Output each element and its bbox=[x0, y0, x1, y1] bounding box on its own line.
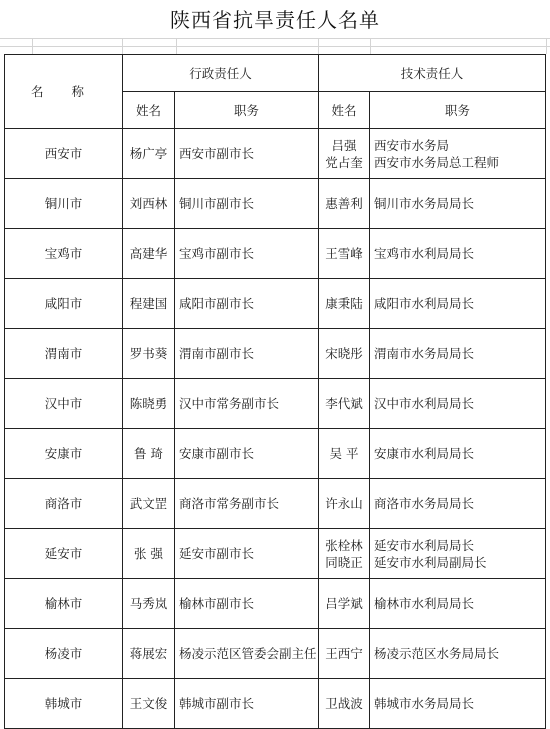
tech-name-cell-line: 李代斌 bbox=[325, 396, 363, 411]
tech-name-cell bbox=[319, 179, 370, 229]
admin-position-cell: 咸阳市副市长 bbox=[175, 279, 319, 329]
tech-position-cell-line: 宝鸡市水利局局长 bbox=[374, 246, 475, 261]
tech-name-cell bbox=[319, 529, 370, 579]
tech-position-cell bbox=[370, 329, 546, 379]
tech-position-cell bbox=[370, 529, 546, 579]
city-cell: 西安市 bbox=[5, 129, 123, 179]
city-cell: 安康市 bbox=[5, 429, 123, 479]
tech-position-cell-line: 榆林市水利局局长 bbox=[374, 596, 475, 611]
admin-position-cell: 渭南市副市长 bbox=[175, 329, 319, 379]
table-row bbox=[5, 529, 546, 579]
tech-name-cell-line: 吴 平 bbox=[329, 446, 359, 461]
tech-position-cell bbox=[370, 279, 546, 329]
tech-name-cell-line: 卫战波 bbox=[325, 696, 363, 711]
tech-position-cell-line: 延安市水利局副局长 bbox=[374, 554, 487, 570]
tech-name-cell bbox=[319, 379, 370, 429]
city-cell: 渭南市 bbox=[5, 329, 123, 379]
admin-position-cell: 杨凌示范区管委会副主任 bbox=[175, 629, 319, 679]
admin-name-cell: 马秀岚 bbox=[123, 579, 175, 629]
admin-name-cell: 陈晓勇 bbox=[123, 379, 175, 429]
tech-position-cell-line: 延安市水利局局长 bbox=[374, 537, 475, 553]
tech-position-cell-line: 安康市水利局局长 bbox=[374, 446, 475, 461]
city-cell: 铜川市 bbox=[5, 179, 123, 229]
admin-position-cell: 延安市副市长 bbox=[175, 529, 319, 579]
header-tech-group: 技术责任人 bbox=[319, 55, 546, 92]
tech-name-cell bbox=[319, 629, 370, 679]
tech-position-cell-line: 渭南市水务局局长 bbox=[374, 346, 475, 361]
tech-position-cell bbox=[370, 229, 546, 279]
admin-position-cell: 铜川市副市长 bbox=[175, 179, 319, 229]
header-name-label: 名 称 bbox=[31, 84, 96, 99]
table-row bbox=[5, 129, 546, 179]
admin-name-cell: 刘西林 bbox=[123, 179, 175, 229]
admin-name-cell: 罗书葵 bbox=[123, 329, 175, 379]
admin-position-cell: 榆林市副市长 bbox=[175, 579, 319, 629]
tech-position-cell bbox=[370, 679, 546, 729]
city-cell: 汉中市 bbox=[5, 379, 123, 429]
city-cell: 杨凌市 bbox=[5, 629, 123, 679]
tech-name-cell-line: 宋晓彤 bbox=[325, 346, 363, 361]
city-cell: 榆林市 bbox=[5, 579, 123, 629]
table-row bbox=[5, 329, 546, 379]
tech-name-cell-line: 王雪峰 bbox=[325, 246, 363, 261]
city-cell: 咸阳市 bbox=[5, 279, 123, 329]
table-row bbox=[5, 679, 546, 729]
admin-name-cell: 武文罡 bbox=[123, 479, 175, 529]
table-row bbox=[5, 179, 546, 229]
tech-name-cell bbox=[319, 129, 370, 179]
tech-position-cell-line: 汉中市水利局局长 bbox=[374, 396, 475, 411]
tech-position-cell bbox=[370, 179, 546, 229]
page-title: 陕西省抗旱责任人名单 bbox=[170, 8, 380, 32]
admin-name-cell: 程建国 bbox=[123, 279, 175, 329]
admin-position-cell: 西安市副市长 bbox=[175, 129, 319, 179]
admin-name-cell: 张 强 bbox=[123, 529, 175, 579]
tech-name-cell bbox=[319, 229, 370, 279]
tech-name-cell bbox=[319, 679, 370, 729]
tech-name-cell-line: 许永山 bbox=[325, 496, 363, 511]
tech-name-cell-line: 吕学斌 bbox=[325, 596, 363, 611]
header-admin-name: 姓名 bbox=[123, 92, 175, 129]
tech-name-cell-line: 张栓林 bbox=[325, 537, 363, 553]
table-row bbox=[5, 429, 546, 479]
tech-position-cell-line: 杨凌示范区水务局局长 bbox=[374, 646, 500, 661]
table-row bbox=[5, 579, 546, 629]
tech-position-cell-line: 铜川市水务局局长 bbox=[374, 196, 475, 211]
header-tech-name: 姓名 bbox=[319, 92, 370, 129]
header-row-groups bbox=[5, 55, 546, 92]
table-row bbox=[5, 379, 546, 429]
admin-position-cell: 宝鸡市副市长 bbox=[175, 229, 319, 279]
header-admin-group: 行政责任人 bbox=[123, 55, 319, 92]
tech-position-cell-line: 西安市水务局 bbox=[374, 137, 450, 153]
tech-name-cell bbox=[319, 429, 370, 479]
city-cell: 韩城市 bbox=[5, 679, 123, 729]
tech-name-cell-line: 吕强 bbox=[331, 137, 357, 153]
responsibility-table bbox=[4, 54, 546, 729]
admin-position-cell: 商洛市常务副市长 bbox=[175, 479, 319, 529]
table-row bbox=[5, 279, 546, 329]
tech-name-cell bbox=[319, 329, 370, 379]
admin-name-cell: 杨广亭 bbox=[123, 129, 175, 179]
tech-name-cell bbox=[319, 579, 370, 629]
tech-name-cell bbox=[319, 279, 370, 329]
tech-name-cell-line: 党占奎 bbox=[325, 154, 363, 170]
tech-position-cell bbox=[370, 629, 546, 679]
admin-name-cell: 高建华 bbox=[123, 229, 175, 279]
tech-position-cell bbox=[370, 579, 546, 629]
tech-name-cell-line: 同晓正 bbox=[325, 554, 363, 570]
header-name-col bbox=[5, 55, 123, 129]
admin-name-cell: 王文俊 bbox=[123, 679, 175, 729]
tech-position-cell bbox=[370, 429, 546, 479]
tech-name-cell bbox=[319, 479, 370, 529]
admin-position-cell: 汉中市常务副市长 bbox=[175, 379, 319, 429]
header-tech-position: 职务 bbox=[370, 92, 546, 129]
tech-position-cell-line: 西安市水务局总工程师 bbox=[374, 154, 500, 170]
admin-position-cell: 韩城市副市长 bbox=[175, 679, 319, 729]
tech-position-cell bbox=[370, 379, 546, 429]
tech-name-cell-line: 王西宁 bbox=[325, 646, 363, 661]
header-admin-position: 职务 bbox=[175, 92, 319, 129]
tech-position-cell-line: 商洛市水务局局长 bbox=[374, 496, 475, 511]
admin-name-cell: 蒋展宏 bbox=[123, 629, 175, 679]
city-cell: 商洛市 bbox=[5, 479, 123, 529]
tech-position-cell bbox=[370, 479, 546, 529]
admin-position-cell: 安康市副市长 bbox=[175, 429, 319, 479]
admin-name-cell: 鲁 琦 bbox=[123, 429, 175, 479]
table-row bbox=[5, 229, 546, 279]
city-cell: 宝鸡市 bbox=[5, 229, 123, 279]
table-row bbox=[5, 629, 546, 679]
city-cell: 延安市 bbox=[5, 529, 123, 579]
tech-name-cell-line: 惠善利 bbox=[325, 196, 363, 211]
tech-position-cell-line: 咸阳市水利局局长 bbox=[374, 296, 475, 311]
tech-name-cell-line: 康秉陆 bbox=[325, 296, 363, 311]
table-row bbox=[5, 479, 546, 529]
tech-position-cell bbox=[370, 129, 546, 179]
tech-position-cell-line: 韩城市水务局局长 bbox=[374, 696, 475, 711]
